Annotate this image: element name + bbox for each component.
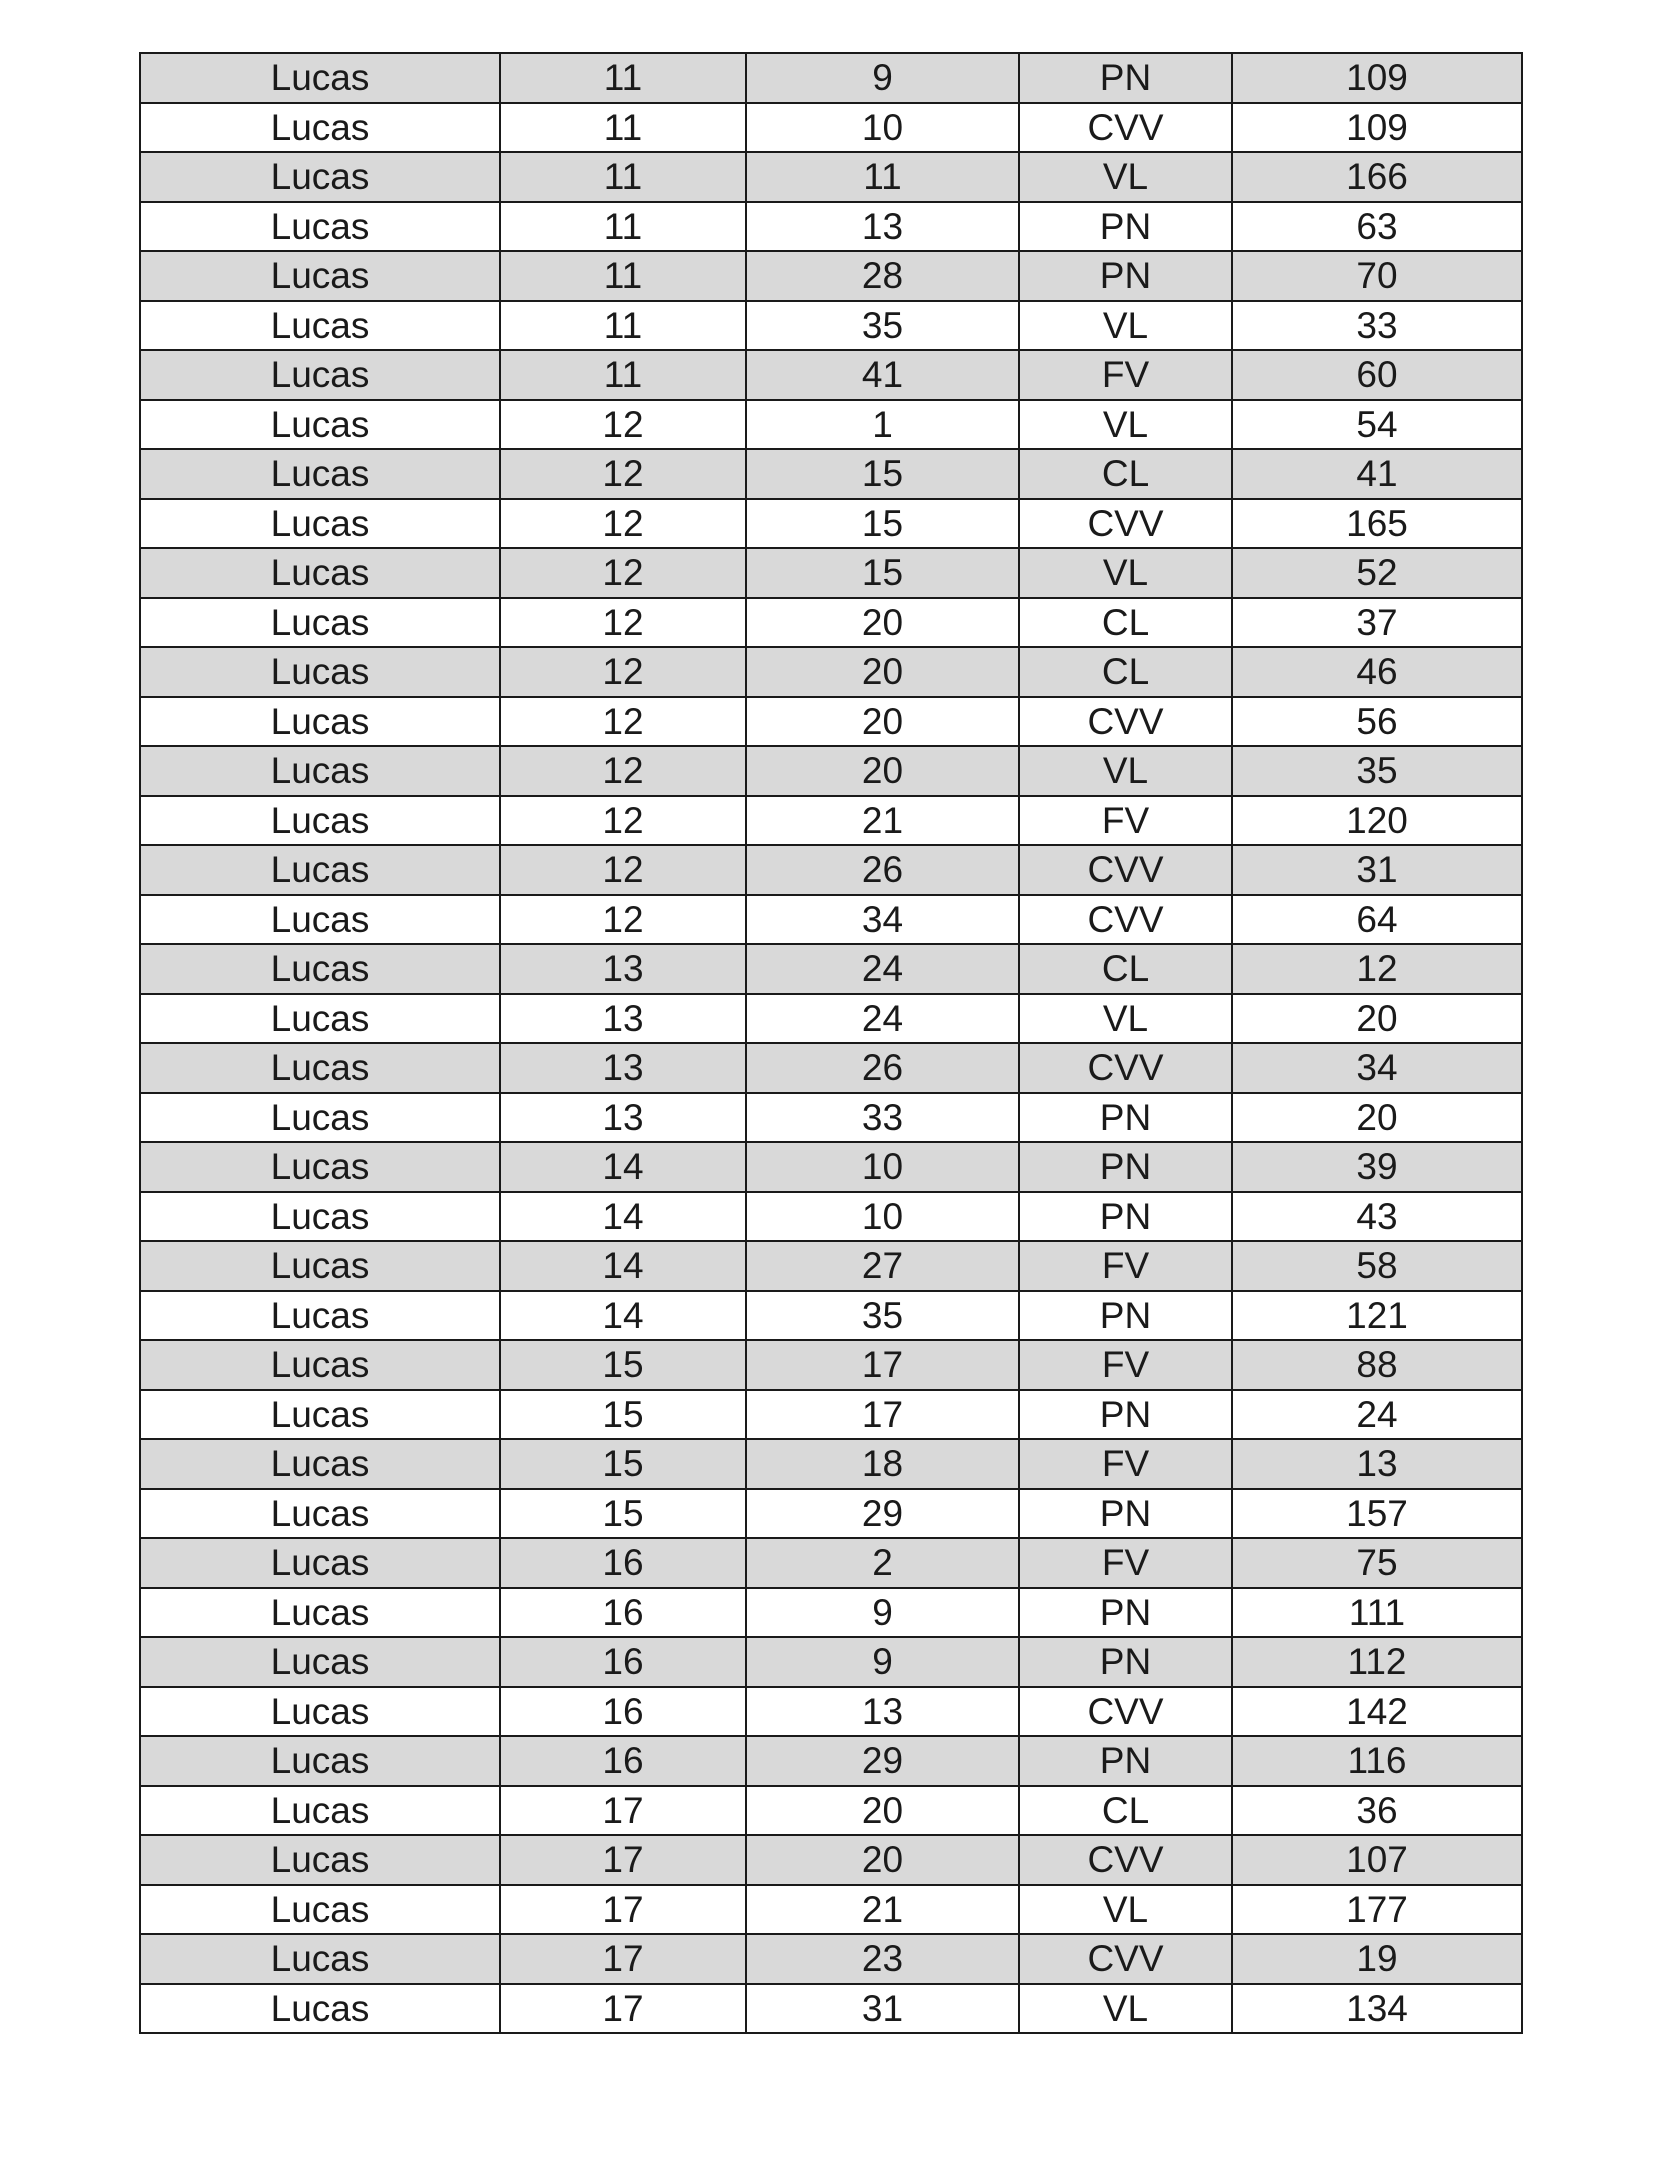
table-row xyxy=(140,1687,1522,1737)
number-cell: 15 xyxy=(500,1390,746,1440)
value-cell: 166 xyxy=(1232,152,1522,202)
code-cell: VL xyxy=(1019,1984,1232,2034)
value-cell: 134 xyxy=(1232,1984,1522,2034)
value-cell: 12 xyxy=(1232,944,1522,994)
code-cell: VL xyxy=(1019,548,1232,598)
name-cell: Lucas xyxy=(140,994,500,1044)
number-cell: 17 xyxy=(500,1885,746,1935)
name-cell: Lucas xyxy=(140,53,500,103)
code-cell: PN xyxy=(1019,1637,1232,1687)
count-cell: 23 xyxy=(746,1934,1019,1984)
table-row xyxy=(140,202,1522,252)
name-cell: Lucas xyxy=(140,1439,500,1489)
name-cell: Lucas xyxy=(140,1885,500,1935)
number-cell: 14 xyxy=(500,1241,746,1291)
value-cell: 13 xyxy=(1232,1439,1522,1489)
name-cell: Lucas xyxy=(140,1291,500,1341)
number-cell: 16 xyxy=(500,1687,746,1737)
table-row xyxy=(140,1934,1522,1984)
count-cell: 17 xyxy=(746,1390,1019,1440)
number-cell: 12 xyxy=(500,845,746,895)
code-cell: VL xyxy=(1019,301,1232,351)
code-cell: FV xyxy=(1019,1538,1232,1588)
table-row xyxy=(140,1241,1522,1291)
count-cell: 20 xyxy=(746,1835,1019,1885)
number-cell: 15 xyxy=(500,1340,746,1390)
number-cell: 17 xyxy=(500,1984,746,2034)
number-cell: 11 xyxy=(500,301,746,351)
code-cell: FV xyxy=(1019,796,1232,846)
name-cell: Lucas xyxy=(140,548,500,598)
count-cell: 24 xyxy=(746,944,1019,994)
count-cell: 35 xyxy=(746,301,1019,351)
count-cell: 9 xyxy=(746,53,1019,103)
name-cell: Lucas xyxy=(140,152,500,202)
name-cell: Lucas xyxy=(140,1093,500,1143)
table-row xyxy=(140,746,1522,796)
name-cell: Lucas xyxy=(140,1340,500,1390)
value-cell: 34 xyxy=(1232,1043,1522,1093)
name-cell: Lucas xyxy=(140,1835,500,1885)
name-cell: Lucas xyxy=(140,697,500,747)
code-cell: CVV xyxy=(1019,895,1232,945)
number-cell: 13 xyxy=(500,944,746,994)
value-cell: 109 xyxy=(1232,53,1522,103)
table-row xyxy=(140,1736,1522,1786)
table-body xyxy=(140,53,1522,2033)
number-cell: 14 xyxy=(500,1291,746,1341)
table-row xyxy=(140,350,1522,400)
count-cell: 15 xyxy=(746,548,1019,598)
number-cell: 12 xyxy=(500,647,746,697)
number-cell: 12 xyxy=(500,400,746,450)
number-cell: 12 xyxy=(500,598,746,648)
value-cell: 88 xyxy=(1232,1340,1522,1390)
count-cell: 10 xyxy=(746,1192,1019,1242)
number-cell: 12 xyxy=(500,697,746,747)
value-cell: 58 xyxy=(1232,1241,1522,1291)
table-row xyxy=(140,1835,1522,1885)
name-cell: Lucas xyxy=(140,1241,500,1291)
name-cell: Lucas xyxy=(140,1687,500,1737)
name-cell: Lucas xyxy=(140,1786,500,1836)
value-cell: 75 xyxy=(1232,1538,1522,1588)
value-cell: 20 xyxy=(1232,994,1522,1044)
table-row xyxy=(140,1538,1522,1588)
value-cell: 120 xyxy=(1232,796,1522,846)
count-cell: 34 xyxy=(746,895,1019,945)
count-cell: 2 xyxy=(746,1538,1019,1588)
code-cell: PN xyxy=(1019,1588,1232,1638)
count-cell: 20 xyxy=(746,598,1019,648)
count-cell: 20 xyxy=(746,647,1019,697)
table-row xyxy=(140,301,1522,351)
name-cell: Lucas xyxy=(140,845,500,895)
code-cell: CL xyxy=(1019,1786,1232,1836)
name-cell: Lucas xyxy=(140,895,500,945)
count-cell: 41 xyxy=(746,350,1019,400)
table-row xyxy=(140,103,1522,153)
count-cell: 11 xyxy=(746,152,1019,202)
code-cell: FV xyxy=(1019,350,1232,400)
code-cell: PN xyxy=(1019,251,1232,301)
value-cell: 43 xyxy=(1232,1192,1522,1242)
number-cell: 12 xyxy=(500,499,746,549)
code-cell: VL xyxy=(1019,400,1232,450)
count-cell: 10 xyxy=(746,103,1019,153)
value-cell: 70 xyxy=(1232,251,1522,301)
count-cell: 28 xyxy=(746,251,1019,301)
code-cell: CVV xyxy=(1019,499,1232,549)
table-row xyxy=(140,1885,1522,1935)
number-cell: 11 xyxy=(500,202,746,252)
number-cell: 16 xyxy=(500,1588,746,1638)
name-cell: Lucas xyxy=(140,449,500,499)
code-cell: PN xyxy=(1019,1736,1232,1786)
name-cell: Lucas xyxy=(140,350,500,400)
code-cell: CL xyxy=(1019,944,1232,994)
number-cell: 12 xyxy=(500,746,746,796)
table-row xyxy=(140,499,1522,549)
table-row xyxy=(140,1637,1522,1687)
number-cell: 16 xyxy=(500,1637,746,1687)
count-cell: 20 xyxy=(746,1786,1019,1836)
table-row xyxy=(140,152,1522,202)
value-cell: 37 xyxy=(1232,598,1522,648)
value-cell: 46 xyxy=(1232,647,1522,697)
table-row xyxy=(140,647,1522,697)
count-cell: 26 xyxy=(746,1043,1019,1093)
count-cell: 27 xyxy=(746,1241,1019,1291)
count-cell: 24 xyxy=(746,994,1019,1044)
value-cell: 116 xyxy=(1232,1736,1522,1786)
table-row xyxy=(140,697,1522,747)
name-cell: Lucas xyxy=(140,1192,500,1242)
code-cell: CVV xyxy=(1019,845,1232,895)
name-cell: Lucas xyxy=(140,499,500,549)
code-cell: CL xyxy=(1019,647,1232,697)
table-row xyxy=(140,1489,1522,1539)
code-cell: CVV xyxy=(1019,1687,1232,1737)
count-cell: 13 xyxy=(746,1687,1019,1737)
table-row xyxy=(140,895,1522,945)
count-cell: 15 xyxy=(746,449,1019,499)
count-cell: 29 xyxy=(746,1736,1019,1786)
table-row xyxy=(140,796,1522,846)
code-cell: PN xyxy=(1019,1489,1232,1539)
code-cell: CL xyxy=(1019,449,1232,499)
count-cell: 20 xyxy=(746,746,1019,796)
name-cell: Lucas xyxy=(140,103,500,153)
count-cell: 18 xyxy=(746,1439,1019,1489)
count-cell: 9 xyxy=(746,1637,1019,1687)
number-cell: 17 xyxy=(500,1786,746,1836)
value-cell: 111 xyxy=(1232,1588,1522,1638)
code-cell: FV xyxy=(1019,1241,1232,1291)
count-cell: 21 xyxy=(746,1885,1019,1935)
table-row xyxy=(140,548,1522,598)
table-row xyxy=(140,400,1522,450)
code-cell: PN xyxy=(1019,1192,1232,1242)
number-cell: 15 xyxy=(500,1439,746,1489)
name-cell: Lucas xyxy=(140,1043,500,1093)
number-cell: 12 xyxy=(500,548,746,598)
count-cell: 13 xyxy=(746,202,1019,252)
number-cell: 11 xyxy=(500,103,746,153)
value-cell: 35 xyxy=(1232,746,1522,796)
value-cell: 33 xyxy=(1232,301,1522,351)
name-cell: Lucas xyxy=(140,796,500,846)
number-cell: 13 xyxy=(500,1043,746,1093)
name-cell: Lucas xyxy=(140,400,500,450)
value-cell: 157 xyxy=(1232,1489,1522,1539)
count-cell: 10 xyxy=(746,1142,1019,1192)
value-cell: 63 xyxy=(1232,202,1522,252)
code-cell: VL xyxy=(1019,1885,1232,1935)
code-cell: VL xyxy=(1019,746,1232,796)
table-row xyxy=(140,1984,1522,2034)
code-cell: PN xyxy=(1019,1291,1232,1341)
number-cell: 16 xyxy=(500,1538,746,1588)
table-row xyxy=(140,449,1522,499)
value-cell: 64 xyxy=(1232,895,1522,945)
value-cell: 142 xyxy=(1232,1687,1522,1737)
code-cell: PN xyxy=(1019,1142,1232,1192)
value-cell: 52 xyxy=(1232,548,1522,598)
value-cell: 121 xyxy=(1232,1291,1522,1341)
count-cell: 21 xyxy=(746,796,1019,846)
table-row xyxy=(140,53,1522,103)
table-row xyxy=(140,944,1522,994)
value-cell: 60 xyxy=(1232,350,1522,400)
name-cell: Lucas xyxy=(140,202,500,252)
code-cell: FV xyxy=(1019,1340,1232,1390)
count-cell: 15 xyxy=(746,499,1019,549)
name-cell: Lucas xyxy=(140,1637,500,1687)
count-cell: 26 xyxy=(746,845,1019,895)
number-cell: 12 xyxy=(500,449,746,499)
number-cell: 12 xyxy=(500,895,746,945)
code-cell: VL xyxy=(1019,994,1232,1044)
number-cell: 17 xyxy=(500,1934,746,1984)
count-cell: 17 xyxy=(746,1340,1019,1390)
code-cell: CVV xyxy=(1019,697,1232,747)
number-cell: 14 xyxy=(500,1142,746,1192)
value-cell: 31 xyxy=(1232,845,1522,895)
table-row xyxy=(140,1093,1522,1143)
table-row xyxy=(140,598,1522,648)
code-cell: FV xyxy=(1019,1439,1232,1489)
value-cell: 177 xyxy=(1232,1885,1522,1935)
code-cell: PN xyxy=(1019,202,1232,252)
table-row xyxy=(140,1192,1522,1242)
name-cell: Lucas xyxy=(140,1538,500,1588)
value-cell: 39 xyxy=(1232,1142,1522,1192)
code-cell: CVV xyxy=(1019,1934,1232,1984)
name-cell: Lucas xyxy=(140,598,500,648)
count-cell: 33 xyxy=(746,1093,1019,1143)
name-cell: Lucas xyxy=(140,1588,500,1638)
code-cell: PN xyxy=(1019,53,1232,103)
number-cell: 11 xyxy=(500,152,746,202)
value-cell: 20 xyxy=(1232,1093,1522,1143)
code-cell: CVV xyxy=(1019,103,1232,153)
code-cell: CVV xyxy=(1019,1835,1232,1885)
number-cell: 15 xyxy=(500,1489,746,1539)
table-row xyxy=(140,1439,1522,1489)
code-cell: CL xyxy=(1019,598,1232,648)
table-row xyxy=(140,1142,1522,1192)
number-cell: 11 xyxy=(500,53,746,103)
table-row xyxy=(140,1291,1522,1341)
count-cell: 20 xyxy=(746,697,1019,747)
table-row xyxy=(140,251,1522,301)
number-cell: 17 xyxy=(500,1835,746,1885)
name-cell: Lucas xyxy=(140,1390,500,1440)
name-cell: Lucas xyxy=(140,647,500,697)
count-cell: 35 xyxy=(746,1291,1019,1341)
value-cell: 56 xyxy=(1232,697,1522,747)
value-cell: 24 xyxy=(1232,1390,1522,1440)
table-row xyxy=(140,1390,1522,1440)
number-cell: 13 xyxy=(500,994,746,1044)
name-cell: Lucas xyxy=(140,251,500,301)
data-table xyxy=(139,52,1523,2034)
name-cell: Lucas xyxy=(140,944,500,994)
name-cell: Lucas xyxy=(140,1984,500,2034)
value-cell: 41 xyxy=(1232,449,1522,499)
number-cell: 11 xyxy=(500,350,746,400)
value-cell: 54 xyxy=(1232,400,1522,450)
name-cell: Lucas xyxy=(140,1736,500,1786)
code-cell: CVV xyxy=(1019,1043,1232,1093)
name-cell: Lucas xyxy=(140,1142,500,1192)
value-cell: 19 xyxy=(1232,1934,1522,1984)
code-cell: PN xyxy=(1019,1390,1232,1440)
number-cell: 16 xyxy=(500,1736,746,1786)
table-row xyxy=(140,1340,1522,1390)
value-cell: 36 xyxy=(1232,1786,1522,1836)
count-cell: 31 xyxy=(746,1984,1019,2034)
name-cell: Lucas xyxy=(140,746,500,796)
code-cell: VL xyxy=(1019,152,1232,202)
value-cell: 112 xyxy=(1232,1637,1522,1687)
number-cell: 11 xyxy=(500,251,746,301)
name-cell: Lucas xyxy=(140,301,500,351)
number-cell: 14 xyxy=(500,1192,746,1242)
table-row xyxy=(140,1786,1522,1836)
code-cell: PN xyxy=(1019,1093,1232,1143)
table-row xyxy=(140,1588,1522,1638)
number-cell: 12 xyxy=(500,796,746,846)
count-cell: 29 xyxy=(746,1489,1019,1539)
table-row xyxy=(140,994,1522,1044)
table-row xyxy=(140,1043,1522,1093)
table-row xyxy=(140,845,1522,895)
value-cell: 109 xyxy=(1232,103,1522,153)
value-cell: 107 xyxy=(1232,1835,1522,1885)
name-cell: Lucas xyxy=(140,1489,500,1539)
count-cell: 9 xyxy=(746,1588,1019,1638)
number-cell: 13 xyxy=(500,1093,746,1143)
value-cell: 165 xyxy=(1232,499,1522,549)
name-cell: Lucas xyxy=(140,1934,500,1984)
count-cell: 1 xyxy=(746,400,1019,450)
